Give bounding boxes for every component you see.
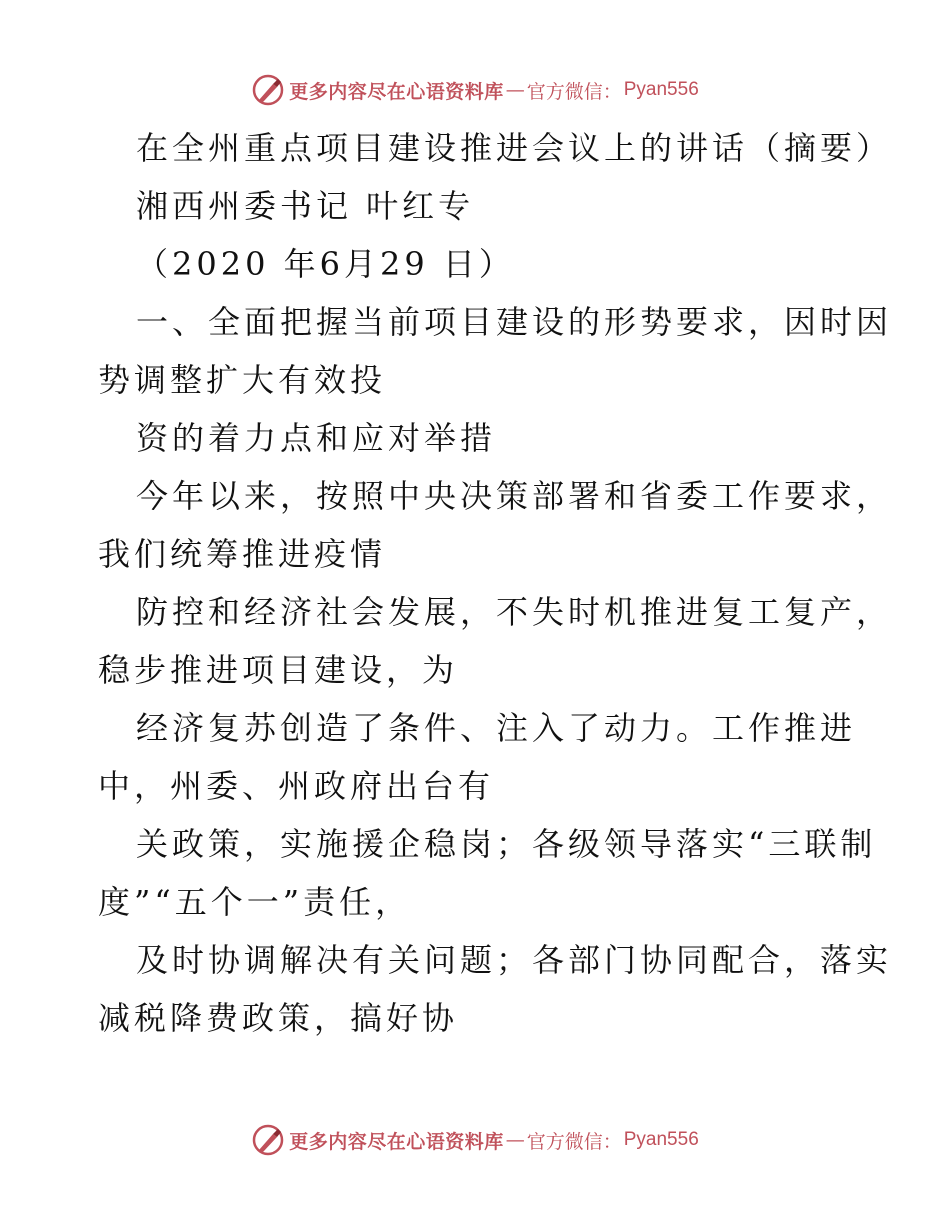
watermark-dash: — [505,79,525,101]
section-heading-cont: 资的着力点和应对举措 [136,419,497,457]
header-watermark [0,70,950,110]
section-heading-cont: 势调整扩大有效投 [98,361,387,399]
paragraph-line: 中，州委、州政府出台有 [98,767,495,805]
watermark-site-text: 更多内容尽在心语资料库 [289,1130,504,1153]
paragraph-line: 防控和经济社会发展，不失时机推进复工复产， [136,593,893,631]
watermark-wechat-id: Pyan556 [623,1129,699,1150]
paragraph-line: 今年以来，按照中央决策部署和省委工作要求， [136,477,893,515]
footer-watermark [0,1120,950,1160]
watermark-site-text: 更多内容尽在心语资料库 [289,80,504,103]
pen-logo-icon [251,73,285,107]
paragraph-line: 减税降费政策，搞好协 [98,999,459,1037]
paragraph-line: 关政策，实施援企稳岗；各级领导落实“三联制 [136,825,877,863]
document-title: 在全州重点项目建设推进会议上的讲话（摘要） [136,129,893,167]
watermark-dash: — [505,1129,525,1151]
paragraph-line: 度”“五个一”责任， [98,883,412,921]
document-author: 湘西州委书记 叶红专 [136,187,475,225]
pen-logo-icon [251,1123,285,1157]
paragraph-line: 稳步推进项目建设，为 [98,651,459,689]
document-date: （2020 年6月29 日） [136,245,515,283]
watermark-label: 官方微信： [526,80,622,103]
paragraph-line: 经济复苏创造了条件、注入了动力。工作推进 [136,709,857,747]
paragraph-line: 及时协调解决有关问题；各部门协同配合，落实 [136,941,893,979]
watermark-label: 官方微信： [526,1130,622,1153]
watermark-wechat-id: Pyan556 [623,79,699,100]
paragraph-line: 我们统筹推进疫情 [98,535,387,573]
section-heading: 一、全面把握当前项目建设的形势要求，因时因 [136,303,893,341]
